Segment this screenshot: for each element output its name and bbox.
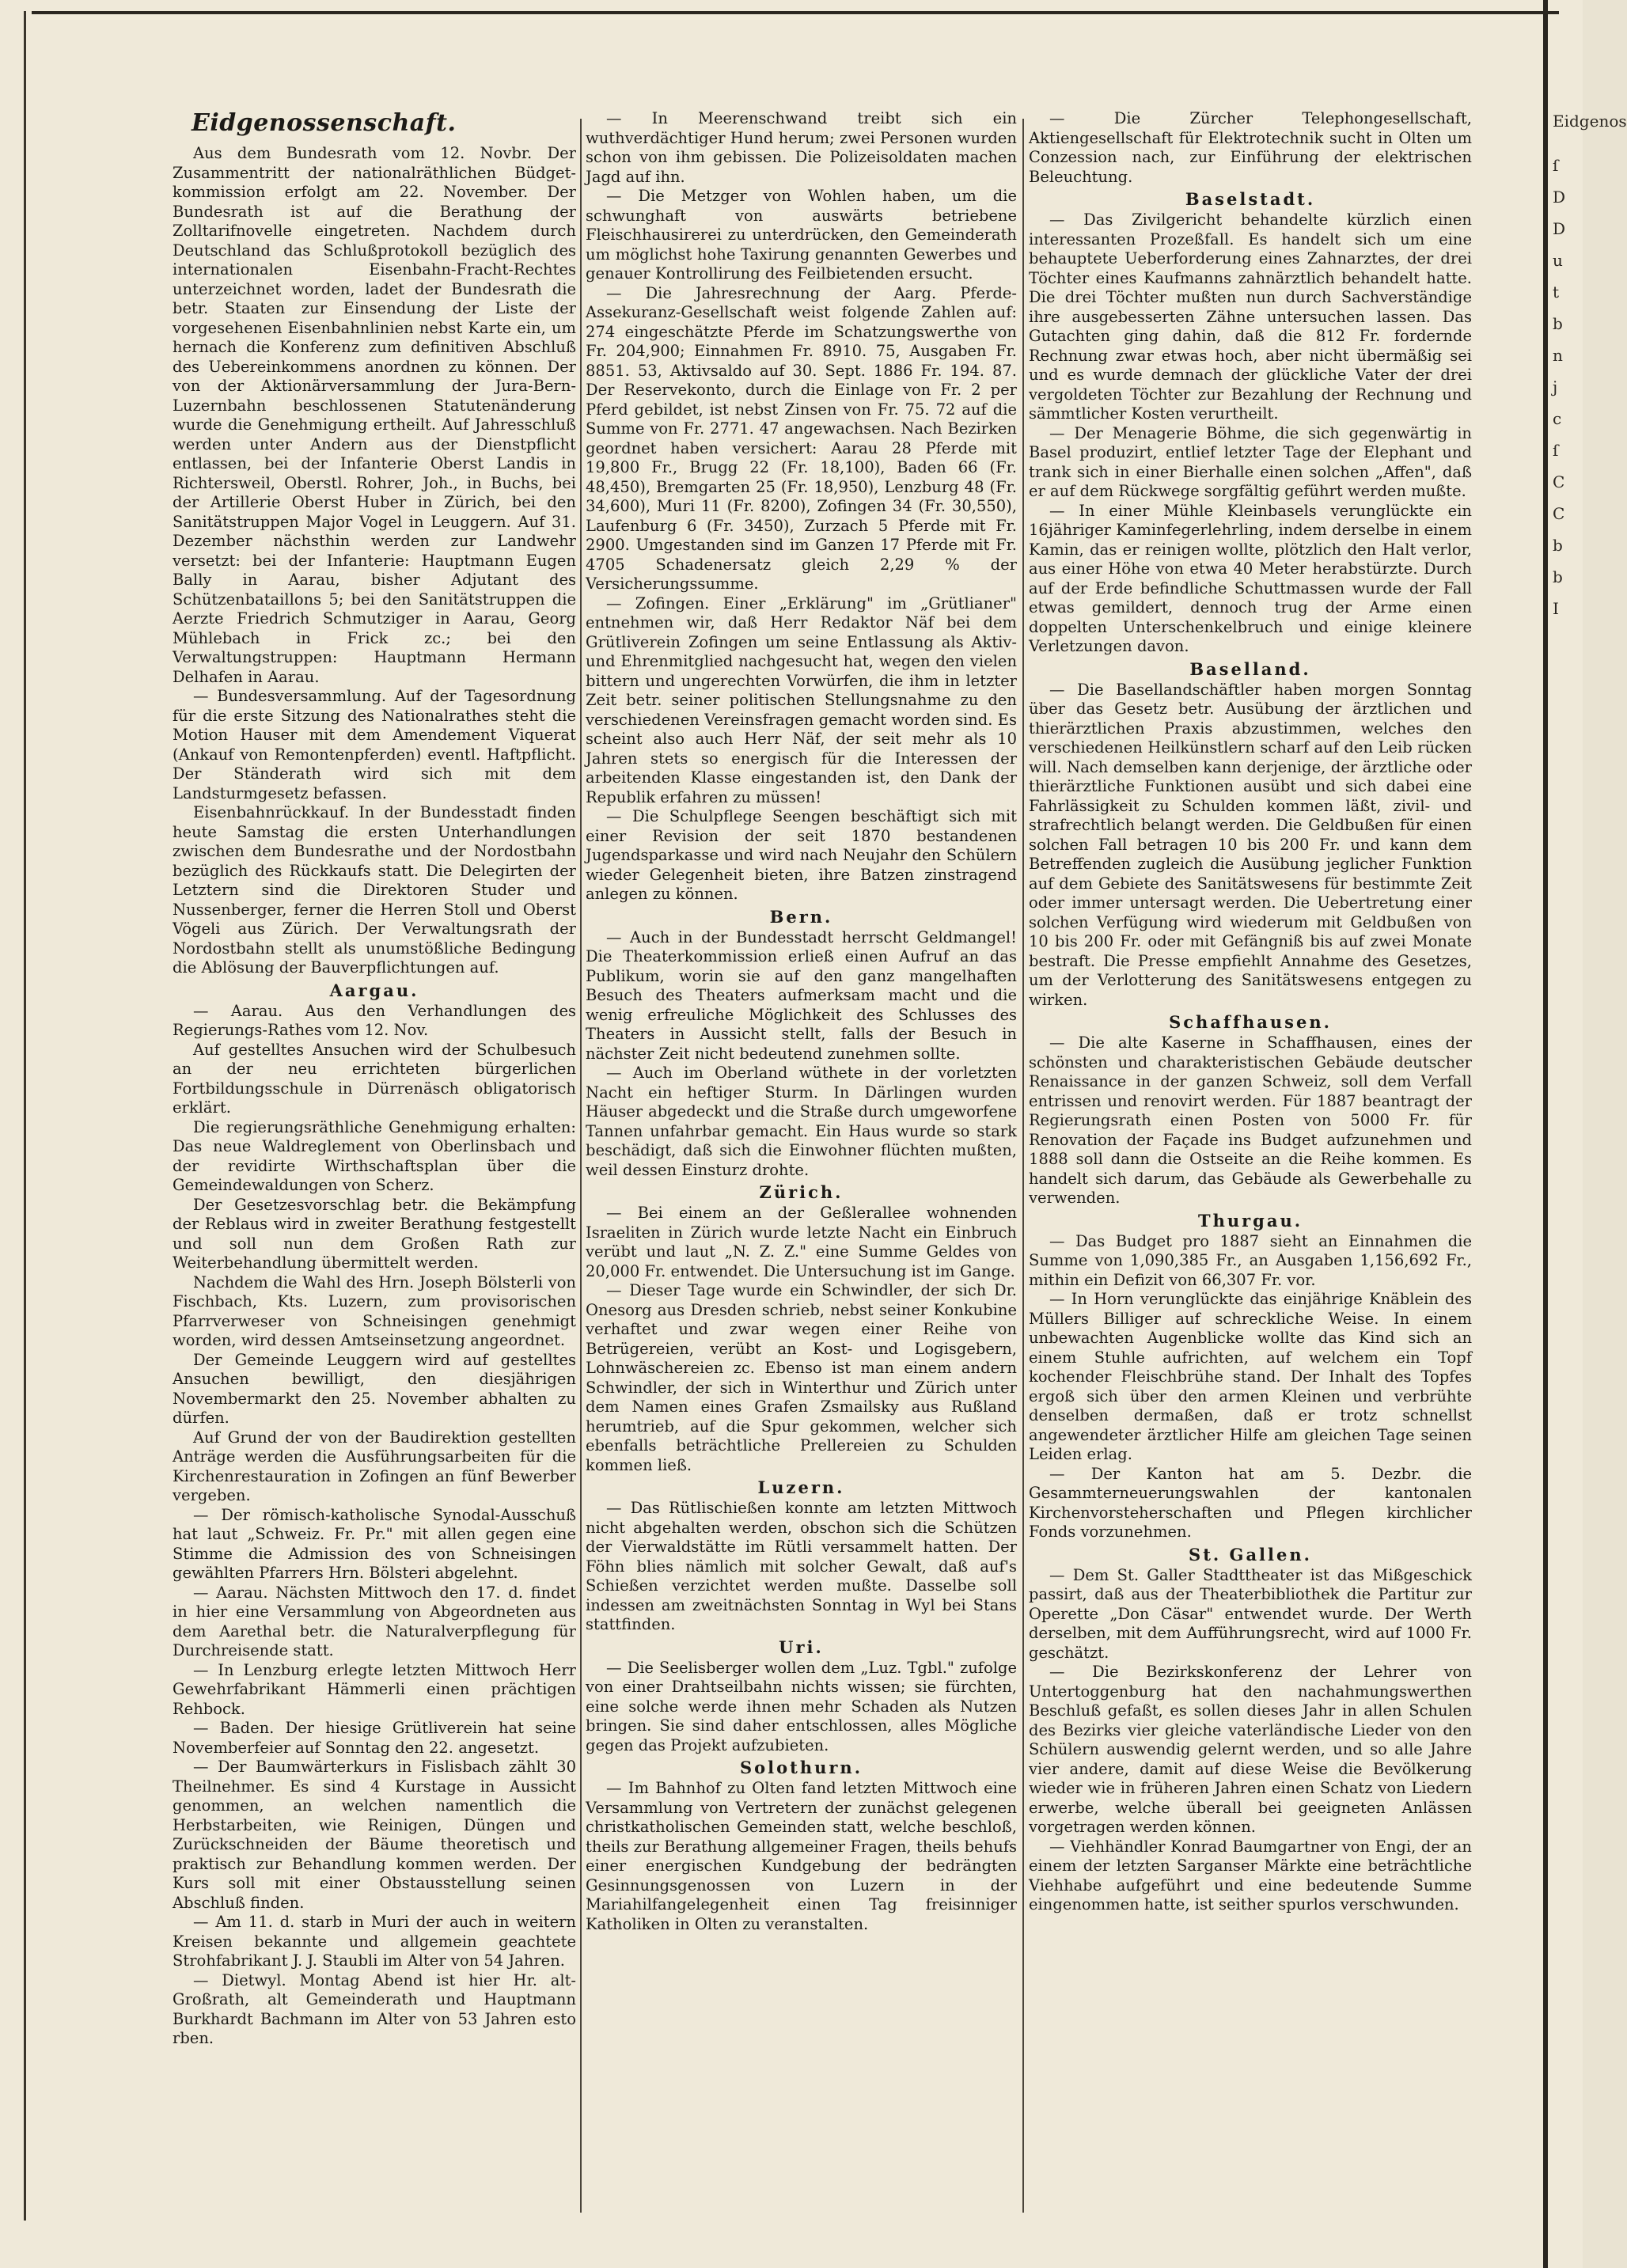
edge-fragment: C <box>1553 504 1565 523</box>
edge-fragment: D <box>1553 188 1566 207</box>
news-item: — Der römisch-katholische Synodal-Ausschuß hat laut „Schweiz. Fr. Pr." mit allen gegen eine Stimme die Admission des von Schneisingen gewählten Pfarrers Hrn. Bölsteri abgelehnt. <box>173 1505 576 1582</box>
news-item: Der Gemeinde Leuggern wird auf gestelltes Ansuchen bewilligt, den diesjährigen Novembermarkt den 25. November abhalten zu dürfen. <box>173 1350 576 1427</box>
region-heading: Schaffhausen. <box>1169 1012 1332 1032</box>
news-item: — Dietwyl. Montag Abend ist hier Hr. alt-Großrath, alt Gemeinderath und Hauptmann Burkhardt Bachmann im Alter von 53 Jahren esto rben. <box>173 1970 576 2047</box>
region-heading: Uri. <box>779 1637 824 1657</box>
region-heading: Baselstadt. <box>1185 189 1316 209</box>
news-item: — In Lenzburg erlegte letzten Mittwoch Herr Gewehrfabrikant Hämmerli einen prächtigen Rehbock. <box>173 1660 576 1718</box>
news-item: — Am 11. d. starb in Muri der auch in weitern Kreisen bekannte und allgemein geachtete Strohfabrikant J. J. Staubli im Alter von 54 Jahren. <box>173 1913 576 1970</box>
column-separator-1 <box>580 119 582 2213</box>
region-heading: Bern. <box>769 906 833 927</box>
news-item: — Bundesversammlung. Auf der Tagesordnung für die erste Sitzung des Nationalrathes steht die Motion Hauser mit dem Amendement Viquerat (Ankauf von Remontenpferden) eventl. Haftpflicht. Der Ständerath wird sich mit dem Landsturmgesetz befassen. <box>173 687 576 802</box>
news-item: — Das Rütlischießen konnte am letzten Mittwoch nicht abgehalten werden, obschon sich die Schützen der Vierwaldstätte im Rütli versammelt hatten. Der Föhn blies nämlich mit solcher Gewalt, daß auf's Schießen verzichtet werden mußte. Dasselbe soll indessen am zweitnächsten Sonntag in Wyl bei Stans stattfinden. <box>586 1499 1017 1633</box>
edge-fragment: ſ <box>1553 156 1559 175</box>
news-item: Eisenbahnrückkauf. In der Bundesstadt finden heute Samstag die ersten Unterhandlungen zwischen dem Bundesrathe und der Nordostbahn bezüglich des Rückkaufs statt. Die Delegirten der Letztern sind die Direktoren Studer und Nussenberger, ferner die Herren Stoll und Oberst Vögeli aus Zürich. Der Verwaltungsrath der Nordostbahn stellt als unumstößliche Bedingung die Ablösung der Bauverpflichtungen auf. <box>173 803 576 977</box>
news-item: Aus dem Bundesrath vom 12. Novbr. Der Zusammentritt der nationalräthlichen Büdget-kommission erfolgt am 22. November. Der Bundesrath ist auf die Berathung der Zolltarifnovelle eingetreten. Nachdem durch Deutschland das Schlußprotokoll bezüglich des internationalen Eisenbahn-Fracht-Rechtes unterzeichnet worden, ladet der Bundesrath die betr. Staaten zur Einsendung der Liste der vorgesehenen Eisenbahnlinien nebst Karte ein, um hernach die Konferenz zum definitiven Abschluß des Uebereinkommens anordnen zu können. Der von der Aktionärversammlung der Jura-Bern-Luzernbahn beschlossenen Statutenänderung wurde die Genehmigung ertheilt. Auf Jahresschluß werden unter Andern aus der Dienstpflicht entlassen, bei der Infanterie Oberst Landis in Richtersweil, Oberstl. Rohrer, Joh., in Buchs, bei der Artillerie Oberst Huber in Zürich, bei den Sanitätstruppen Major Vogel in Leuggern. Auf 31. Dezember nächsthin werden zur Landwehr versetzt: bei der Infanterie: Hauptmann Eugen Bally in Aarau, bisher Adjutant des Schützenbataillons 5; bei den Sanitätstruppen die Aerzte Friedrich Schmutziger in Aarau, Georg Mühlebach in Frick zc.; bei den Verwaltungstruppen: Hauptmann Hermann Delhafen in Aarau. <box>173 144 576 686</box>
edge-fragment: I <box>1553 599 1559 618</box>
news-item: — Das Budget pro 1887 sieht an Einnahmen die Summe von 1,090,385 Fr., an Ausgaben 1,156,692 Fr., mithin ein Defizit von 66,307 Fr. vor. <box>1029 1231 1472 1289</box>
news-item: — Aarau. Aus den Verhandlungen des Regierungs-Rathes vom 12. Nov. <box>173 1001 576 1039</box>
news-item: — Die Zürcher Telephongesellschaft, Aktiengesellschaft für Elektrotechnik sucht in Olten um Conzession nach, zur Einführung der elektrischen Beleuchtung. <box>1029 109 1472 186</box>
news-item: — Der Kanton hat am 5. Dezbr. die Gesammterneuerungswahlen der kantonalen Kirchenvorsteherschaften und Pflegen kirchlicher Fonds vorzunehmen. <box>1029 1464 1472 1541</box>
region-heading: Zürich. <box>759 1182 844 1202</box>
column-2 <box>586 109 1017 2213</box>
news-item: — Der Menagerie Böhme, die sich gegenwärtig in Basel produzirt, entlief letzter Tage der Elephant und trank sich in einer Bierhalle einen solchen „Affen", daß er auf dem Rückwege sorgfältig geführt werden mußte. <box>1029 423 1472 500</box>
edge-fragment: b <box>1553 567 1563 586</box>
news-item: Auf gestelltes Ansuchen wird der Schulbesuch an der neu errichteten bürgerlichen Fortbildungsschule in Dürrenäsch obligatorisch erklärt. <box>173 1040 576 1117</box>
news-item: — In einer Mühle Kleinbasels verunglückte ein 16jähriger Kaminfegerlehrling, indem derselbe in einem Kamin, das er reinigen wollte, plötzlich den Halt verlor, aus einer Höhe von etwa 40 Meter herabstürzte. Durch auf der Erde befindliche Schuttmassen wurde der Fall etwas gemildert, dennoch trug der Arme einen doppelten Unterschenkelbruch und einige kleinere Verletzungen davon. <box>1029 501 1472 655</box>
news-item: — In Meerenschwand treibt sich ein wuthverdächtiger Hund herum; zwei Personen wurden schon von ihm gebissen. Die Polizeisoldaten machen Jagd auf ihn. <box>586 109 1017 186</box>
column-3 <box>1029 109 1472 2213</box>
news-item: — Auch im Oberland wüthete in der vorletzten Nacht ein heftiger Sturm. In Därlingen wurden Häuser abgedeckt und die Straße durch umgeworfene Tannen unfahrbar gemacht. Ein Haus wurde so stark beschädigt, daß sich die Einwohner flüchten mußten, weil dessen Einsturz drohte. <box>586 1064 1017 1179</box>
top-border-rule <box>32 11 1559 14</box>
region-heading: St. Gallen. <box>1189 1544 1312 1564</box>
news-item: Auf Grund der von der Baudirektion gestellten Anträge werden die Ausführungsarbeiten für die Kirchenrestauration in Zofingen an fünf Bewerber vergeben. <box>173 1428 576 1504</box>
news-item: Die regierungsräthliche Genehmigung erhalten: Das neue Waldreglement von Oberlinsbach und der revidirte Wirthschaftsplan über die Gemeindewaldungen von Scherz. <box>173 1117 576 1194</box>
news-item: — Die Seelisberger wollen dem „Luz. Tgbl." zufolge von einer Drahtseilbahn nichts wissen; sie fürchten, eine solche werde ihnen mehr Schaden als Nutzen bringen. Sie sind daher entschlossen, alles Mögliche gegen das Projekt aufzubieten. <box>586 1658 1017 1754</box>
edge-fragment: n <box>1553 346 1563 365</box>
edge-fragment: ſ <box>1553 441 1559 460</box>
edge-fragment: b <box>1553 536 1563 555</box>
region-heading: Solothurn. <box>739 1758 863 1777</box>
news-item: — Die Basellandschäftler haben morgen Sonntag über das Gesetz betr. Ausübung der ärztlichen und thierärztlichen Praxis abzustimmen, welches den verschiedenen Heilkünstlern scharf auf den Leib rücken will. Nach demselben kann derjenige, der ärztliche oder thierärztliche Funktionen ausübt und sich dabei eine Fahrlässigkeit zu Schulden kommen läßt, zivil- und strafrechtlich belangt werden. Die Geldbußen für einen solchen Fall betragen 10 bis 200 Fr. und kann dem Betreffenden zugleich die Ausübung jeglicher Funktion auf dem Gebiete des Sanitätswesens für bestimmte Zeit oder immer untersagt werden. Die Uebertretung einer solchen Verfügung wird wiederum mit Geldbußen von 10 bis 200 Fr. oder mit Gefängniß bis auf zwei Monate bestraft. Die Presse empfiehlt Annahme des Gesetzes, um der Verlotterung des Sanitätswesens entgegen zu wirken. <box>1029 680 1472 1009</box>
news-item: — In Horn verunglückte das einjährige Knäblein des Müllers Billiger auf schreckliche Weise. In einem unbewachten Augenblicke wollte das Kind sich an einem Stuhle aufrichten, auf welchem ein Topf kochender Fleischbrühe stand. Der Inhalt des Topfes ergoß sich über den armen Kleinen und verbrühte denselben dermaßen, daß er trotz schnellst angewendeter ärztlicher Hilfe am gleichen Tage seinen Leiden erlag. <box>1029 1290 1472 1463</box>
news-item: — Die alte Kaserne in Schaffhausen, eines der schönsten und charakteristischen Gebäude deutscher Renaissance in der ganzen Schweiz, soll dem Verfall entrissen und renovirt werden. Für 1887 beantragt der Regierungsrath einen Posten von 5000 Fr. für Renovation der Façade ins Budget aufzunehmen und 1888 soll dann die Ostseite an die Reihe kommen. Es handelt sich darum, das Gebäude als Gewerbehalle zu verwenden. <box>1029 1033 1472 1207</box>
edge-fragment: u <box>1553 251 1563 270</box>
right-border-rule <box>1543 0 1548 2268</box>
left-border-rule <box>24 11 26 2221</box>
news-item: — Die Metzger von Wohlen haben, um die schwunghaft von auswärts betriebene Fleischhausirerei zu unterdrücken, den Gemeinderath um möglichst hohe Taxirung genannten Gewerbes und genauer Kontrollirung des Feilbietenden ersucht. <box>586 187 1017 283</box>
column-1 <box>173 109 576 2213</box>
edge-fragment: c <box>1553 409 1562 428</box>
news-item: — Der Baumwärterkurs in Fislisbach zählt 30 Theilnehmer. Es sind 4 Kurstage in Aussicht genommen, an welchen namentlich die Herbstarbeiten, wie Reinigen, Düngen und Zurückschneiden der Bäume theoretisch und praktisch zur Behandlung kommen werden. Der Kurs soll mit einer Obstausstellung seinen Abschluß finden. <box>173 1758 576 1912</box>
section-title: Eidgenossenschaft. <box>192 109 457 137</box>
news-item: — Die Bezirkskonferenz der Lehrer von Untertoggenburg hat den nachahmungswerthen Beschluß gefaßt, es sollen dieses Jahr in allen Schulen des Bezirks vier gleiche vaterländische Lieder von den Schülern auswendig gelernt werden, und so alle Jahre vier andere, damit auf diese Weise die Bevölkerung wieder wie in früheren Jahren einen Schatz von Liedern erwerbe, welche überall bei geeigneten Anlässen vorgetragen werden können. <box>1029 1663 1472 1836</box>
news-item: — Aarau. Nächsten Mittwoch den 17. d. findet in hier eine Versammlung von Abgeordneten aus dem Aarethal betr. die Naturalverpflegung für Durchreisende statt. <box>173 1583 576 1659</box>
region-heading: Luzern. <box>757 1477 845 1497</box>
news-item: — Das Zivilgericht behandelte kürzlich einen interessanten Prozeßfall. Es handelt sich um eine behauptete Ueberforderung eines Zahnarztes, der drei Töchter eines Kaufmanns zahnärztlich behandelt hatte. Die drei Töchter mußten nun durch Sachverständige ihre ausgebesserten Zähne untersuchen lassen. Das Gutachten ging dahin, daß die 812 Fr. fordernde Rechnung zwar etwas hoch, aber nicht übermäßig sei und es wurde demnach der glückliche Vater der drei vergoldeten Töchter zur Bezahlung der Rechnung und sämmtlicher Kosten verurtheilt. <box>1029 210 1472 423</box>
edge-fragment: t <box>1553 283 1560 302</box>
region-heading: Thurgau. <box>1197 1210 1303 1231</box>
news-item: — Zofingen. Einer „Erklärung" im „Grütlianer" entnehmen wir, daß Herr Redaktor Näf bei dem Grütliverein Zofingen um seine Entlassung als Aktiv- und Ehrenmitglied nachgesucht hat, wegen den vielen bittern und ungerechten Vorwürfen, die ihm in letzter Zeit betr. seiner politischen Stellungsnahme zu den verschiedenen Vereinsfragen gemacht worden sind. Es scheint also auch Herr Näf, der seit mehr als 10 Jahren stets so energisch für die Interessen der arbeitenden Klasse eingestanden ist, den Dank der Republik erfahren zu müssen! <box>586 594 1017 806</box>
news-item: — Im Bahnhof zu Olten fand letzten Mittwoch eine Versammlung von Vertretern der zunächst gelegenen christkatholischen Gemeinden statt, welche beschloß, theils zur Berathung allgemeiner Fragen, theils behufs einer energischen Kundgebung der bedrängten Gesinnungsgenossen von Luzern in der Mariahilfangelegenheit einen Tag freisinniger Katholiken in Olten zu veranstalten. <box>586 1779 1017 1933</box>
news-item: — Baden. Der hiesige Grütliverein hat seine Novemberfeier auf Sonntag den 22. angesetzt. <box>173 1719 576 1757</box>
column-separator-2 <box>1022 119 1024 2213</box>
edge-fragment: D <box>1553 219 1566 238</box>
edge-fragment: C <box>1553 472 1565 491</box>
news-item: — Viehhändler Konrad Baumgartner von Engi, der an einem der letzten Sarganser Märkte eine beträchtliche Viehhabe aufgeführt und eine bedeutende Summe eingenommen hatte, ist seither spurlos verschwunden. <box>1029 1837 1472 1913</box>
edge-fragment: j <box>1553 377 1558 396</box>
news-item: — Dieser Tage wurde ein Schwindler, der sich Dr. Onesorg aus Dresden schrieb, nebst seiner Konkubine verhaftet und zwar wegen einer Reihe von Betrügereien, verübt an Kost- und Logisgebern, Lohnwäschereien zc. Ebenso ist man einem andern Schwindler, der sich in Winterthur und Zürich unter dem Namen eines Grafen Zsmailsky aus Rußland herumtrieb, auf die Spur gekommen, welcher sich ebenfalls beträchtliche Prellereien zu Schulden kommen ließ. <box>586 1281 1017 1474</box>
region-heading: Baselland. <box>1189 658 1311 679</box>
news-item: — Bei einem an der Geßlerallee wohnenden Israeliten in Zürich wurde letzte Nacht ein Einbruch verübt und laut „N. Z. Z." eine Summe Geldes von 20,000 Fr. entwendet. Die Untersuchung ist im Gange. <box>586 1204 1017 1280</box>
news-item: Der Gesetzesvorschlag betr. die Bekämpfung der Reblaus wird in zweiter Berathung festgestellt und soll nun dem Großen Rath zur Weiterbehandlung übermittelt werden. <box>173 1195 576 1272</box>
edge-fragment: Eidgenos <box>1553 112 1627 131</box>
edge-fragment: b <box>1553 314 1563 333</box>
next-page-edge-fragments <box>1553 111 1627 2205</box>
news-item: Nachdem die Wahl des Hrn. Joseph Bölsterli von Fischbach, Kts. Luzern, zum provisorischen Pfarrverweser von Schneisingen genehmigt worden, wird dessen Amtseinsetzung angeordnet. <box>173 1272 576 1349</box>
news-item: — Auch in der Bundesstadt herrscht Geldmangel! Die Theaterkommission erließ einen Aufruf an das Publikum, worin sie auf den ganz mangelhaften Besuch des Theaters aufmerksam macht und die wenig erfreuliche Möglichkeit des Schlusses des Theaters in Aussicht stellt, falls der Besuch in nächster Zeit nicht bedeutend zunehmen sollte. <box>586 927 1017 1063</box>
news-item: — Die Jahresrechnung der Aarg. Pferde-Assekuranz-Gesellschaft weist folgende Zahlen auf: 274 eingeschätzte Pferde im Schatzungswerthe von Fr. 204,900; Einnahmen Fr. 8910. 75, Ausgaben Fr. 8851. 53, Aktivsaldo auf 30. Sept. 1886 Fr. 194. 87. Der Reservekonto, durch die Einlage von Fr. 2 per Pferd gebildet, ist nebst Zinsen von Fr. 75. 72 auf die Summe von Fr. 2771. 47 angewachsen. Nach Bezirken geordnet haben versichert: Aarau 28 Pferde mit 19,800 Fr., Brugg 22 (Fr. 18,100), Baden 66 (Fr. 48,450), Bremgarten 25 (Fr. 18,950), Lenzburg 48 (Fr. 34,600), Muri 11 (Fr. 8200), Zofingen 34 (Fr. 30,550), Laufenburg 6 (Fr. 3450), Zurzach 5 Pferde mit Fr. 2900. Umgestanden sind im Ganzen 17 Pferde mit Fr. 4705 Schadenersatz gleich 2,29 % der Versicherungssumme. <box>586 283 1017 593</box>
region-heading: Aargau. <box>329 980 419 1000</box>
news-item: — Die Schulpflege Seengen beschäftigt sich mit einer Revision der seit 1870 bestandenen Jugendsparkasse und wird nach Neujahr den Schülern wieder Gelegenheit bieten, ihre Batzen zinstragend anlegen zu können. <box>586 807 1017 903</box>
news-item: — Dem St. Galler Stadttheater ist das Mißgeschick passirt, daß aus der Theaterbibliothek die Partitur zur Operette „Don Cäsar" entwendet wurde. Der Werth derselben, mit dem Aufführungsrecht, wird auf 1000 Fr. geschätzt. <box>1029 1565 1472 1662</box>
